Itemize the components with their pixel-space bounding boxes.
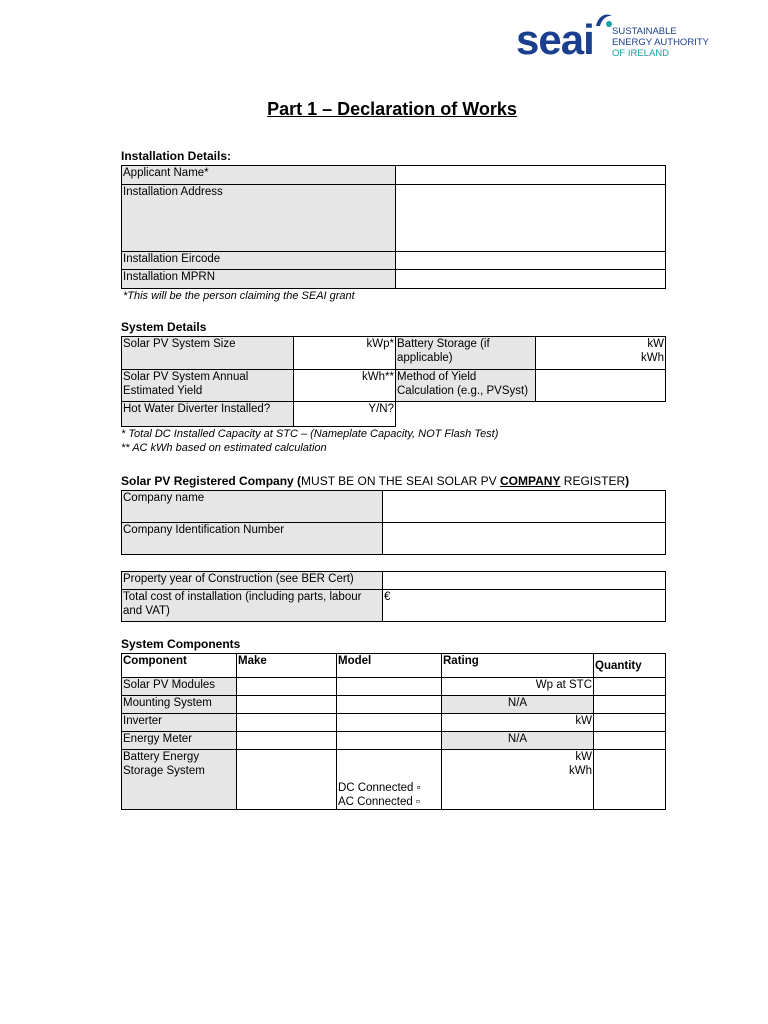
table-row <box>122 750 666 810</box>
company-heading-underline: COMPANY <box>500 474 561 488</box>
table-row <box>122 714 666 732</box>
header-quantity: Quantity <box>594 654 666 678</box>
company-heading-register: REGISTER <box>560 474 626 488</box>
installation-heading: Installation Details: <box>121 149 232 163</box>
mounting-model[interactable] <box>337 696 442 714</box>
logo-swoosh-icon <box>594 10 614 30</box>
battery-system-label: Battery Energy Storage System <box>122 750 237 810</box>
pv-modules-quantity[interactable] <box>594 678 666 696</box>
header-model: Model <box>337 654 442 678</box>
installation-address-field[interactable] <box>396 185 666 252</box>
meter-model[interactable] <box>337 732 442 750</box>
mounting-rating: N/A <box>442 696 594 714</box>
seai-logo <box>516 10 716 62</box>
system-note-2: ** AC kWh based on estimated calculation <box>121 442 327 454</box>
table-row <box>122 732 666 750</box>
pv-modules-make[interactable] <box>237 678 337 696</box>
installation-table <box>121 165 666 289</box>
annual-yield-unit: kWh** <box>362 371 394 383</box>
battery-quantity[interactable] <box>594 750 666 810</box>
dc-connected-checkbox[interactable]: DC Connected ▫ <box>338 782 421 794</box>
page-title: Part 1 – Declaration of Works <box>267 99 517 119</box>
battery-storage-label: Battery Storage (if applicable) <box>396 337 536 370</box>
pv-modules-label: Solar PV Modules <box>122 678 237 696</box>
meter-label: Energy Meter <box>122 732 237 750</box>
company-heading <box>121 474 629 488</box>
company-heading-text: MUST BE ON THE SEAI SOLAR PV <box>301 474 500 488</box>
installation-address-label: Installation Address <box>122 185 396 252</box>
installation-eircode-field[interactable] <box>396 252 666 270</box>
battery-kwh-unit: kWh <box>641 352 664 364</box>
battery-model[interactable] <box>337 750 442 810</box>
logo-line-1: SUSTAINABLE <box>612 26 677 37</box>
meter-make[interactable] <box>237 732 337 750</box>
table-row <box>122 678 666 696</box>
inverter-quantity[interactable] <box>594 714 666 732</box>
company-heading-close: ) <box>625 474 630 488</box>
pv-modules-rating[interactable]: Wp at STC <box>442 678 594 696</box>
logo-text <box>612 26 709 59</box>
installation-mprn-label: Installation MPRN <box>122 270 396 289</box>
system-details-heading: System Details <box>121 320 207 334</box>
annual-yield-field[interactable] <box>294 370 396 402</box>
applicant-name-label: Applicant Name* <box>122 166 396 185</box>
pv-modules-model[interactable] <box>337 678 442 696</box>
diverter-label: Hot Water Diverter Installed? <box>122 402 294 427</box>
currency-symbol: € <box>384 591 391 603</box>
inverter-model[interactable] <box>337 714 442 732</box>
inverter-make[interactable] <box>237 714 337 732</box>
battery-kw-rating: kW <box>575 751 592 763</box>
company-id-field[interactable] <box>383 523 666 555</box>
ac-connected-checkbox[interactable]: AC Connected ▫ <box>338 796 421 808</box>
property-year-label: Property year of Construction (see BER Cert) <box>122 572 383 590</box>
meter-quantity[interactable] <box>594 732 666 750</box>
logo-line-2: ENERGY AUTHORITY <box>612 37 709 48</box>
components-heading: System Components <box>121 637 241 651</box>
header-rating: Rating <box>442 654 594 678</box>
installation-cost-field[interactable] <box>383 590 666 622</box>
mounting-label: Mounting System <box>122 696 237 714</box>
property-table <box>121 571 666 622</box>
yield-method-label: Method of Yield Calculation (e.g., PVSyst) <box>396 370 536 402</box>
installation-cost-label: Total cost of installation (including parts, labour and VAT) <box>122 590 383 622</box>
components-table <box>121 653 666 810</box>
header-component: Component <box>122 654 237 678</box>
property-year-field[interactable] <box>383 572 666 590</box>
logo-wordmark: seai <box>516 16 594 63</box>
company-id-label: Company Identification Number <box>122 523 383 555</box>
inverter-label: Inverter <box>122 714 237 732</box>
pv-size-field[interactable] <box>294 337 396 370</box>
battery-rating[interactable] <box>442 750 594 810</box>
installation-mprn-field[interactable] <box>396 270 666 289</box>
battery-storage-field[interactable] <box>536 337 666 370</box>
table-row <box>122 696 666 714</box>
yield-method-field[interactable] <box>536 370 666 402</box>
battery-kwh-rating: kWh <box>569 765 592 777</box>
logo-line-3: OF IRELAND <box>612 48 670 59</box>
battery-kw-unit: kW <box>647 338 664 350</box>
pv-size-label: Solar PV System Size <box>122 337 294 370</box>
company-name-field[interactable] <box>383 491 666 523</box>
diverter-unit: Y/N? <box>368 403 394 415</box>
meter-rating: N/A <box>442 732 594 750</box>
installation-note: *This will be the person claiming the SEAI grant <box>123 290 355 302</box>
header-make: Make <box>237 654 337 678</box>
battery-make[interactable] <box>237 750 337 810</box>
mounting-make[interactable] <box>237 696 337 714</box>
company-table <box>121 490 666 555</box>
company-heading-bold: Solar PV Registered Company ( <box>121 474 302 488</box>
inverter-rating[interactable]: kW <box>442 714 594 732</box>
annual-yield-label: Solar PV System Annual Estimated Yield <box>122 370 294 402</box>
company-name-label: Company name <box>122 491 383 523</box>
mounting-quantity[interactable] <box>594 696 666 714</box>
diverter-field[interactable] <box>294 402 396 427</box>
system-note-1: * Total DC Installed Capacity at STC – (Nameplate Capacity, NOT Flash Test) <box>121 428 499 440</box>
pv-size-unit: kWp* <box>366 338 394 350</box>
system-details-table <box>121 336 666 427</box>
applicant-name-field[interactable] <box>396 166 666 185</box>
installation-eircode-label: Installation Eircode <box>122 252 396 270</box>
